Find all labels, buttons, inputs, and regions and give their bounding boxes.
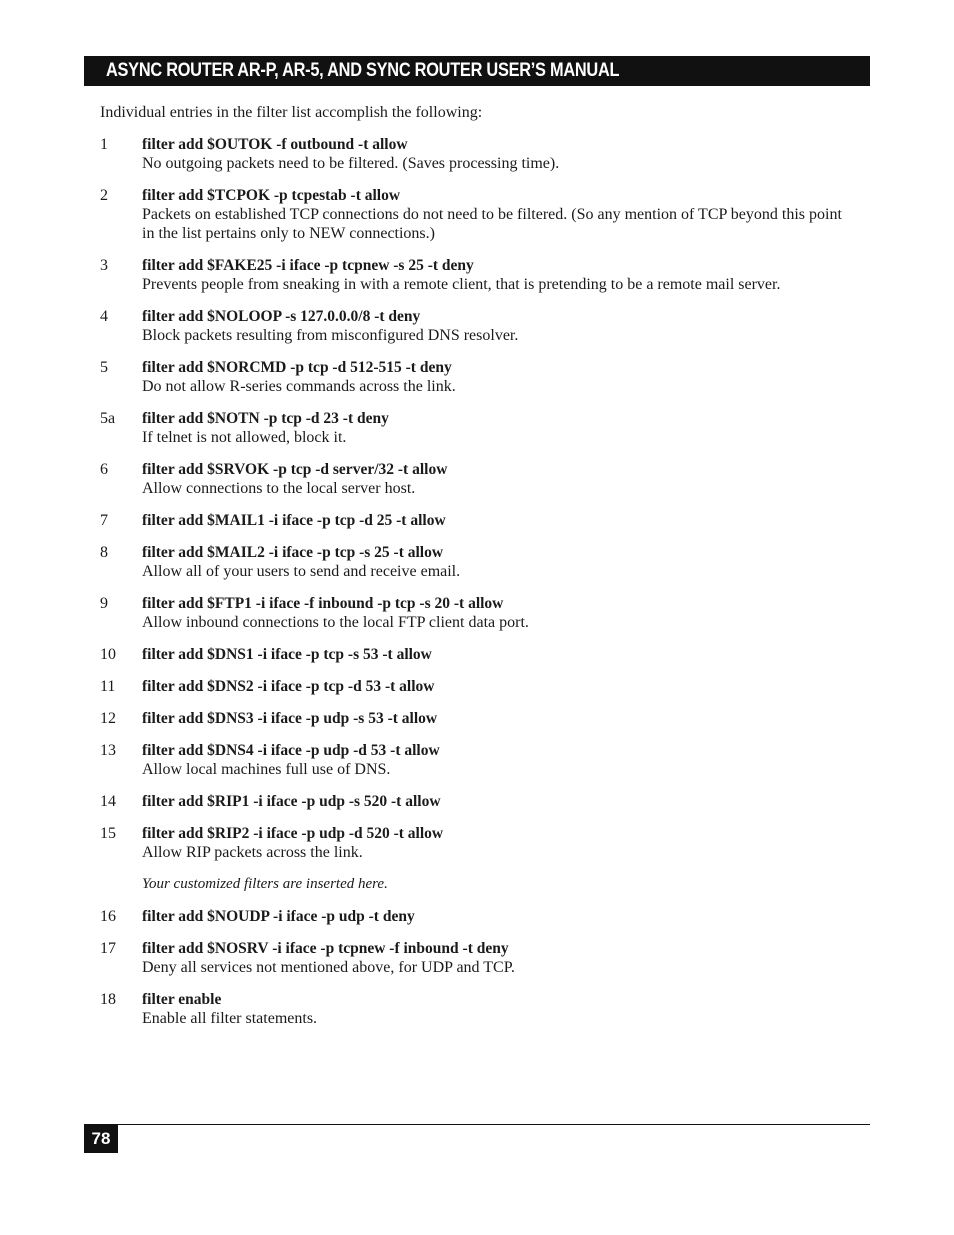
filter-entry: [100, 792, 845, 811]
entry-number: 16: [100, 908, 116, 925]
entry-command: filter add $RIP2 -i iface -p udp -d 520 -t allow: [142, 825, 444, 842]
entry-number: 10: [100, 646, 116, 663]
filter-list-b: [100, 907, 845, 1028]
entry-command: filter add $DNS4 -i iface -p udp -d 53 -t allow: [142, 742, 440, 759]
page-number: 78: [84, 1124, 118, 1153]
filter-entry: [100, 358, 845, 396]
custom-filters-note: Your customized filters are inserted here.: [142, 876, 388, 892]
filter-entry: [100, 741, 845, 779]
entry-description: Enable all filter statements.: [142, 1010, 318, 1027]
entry-command: filter add $NOSRV -i iface -p tcpnew -f inbound -t deny: [142, 940, 509, 957]
entry-number: 1: [100, 136, 108, 153]
intro-text: Individual entries in the filter list accomplish the following:: [100, 104, 483, 121]
filter-entry: [100, 307, 845, 345]
entry-command: filter add $DNS3 -i iface -p udp -s 53 -t allow: [142, 710, 438, 727]
filter-entry: [100, 824, 845, 862]
entry-number: 5a: [100, 410, 116, 427]
filter-entry: [100, 135, 845, 173]
filter-entry: [100, 990, 845, 1028]
entry-description: Prevents people from sneaking in with a remote client, that is pretending to be a remote mail server.: [142, 276, 781, 293]
entry-number: 7: [100, 512, 108, 529]
entry-number: 12: [100, 710, 116, 727]
entry-command: filter add $MAIL1 -i iface -p tcp -d 25 -t allow: [142, 512, 446, 529]
entry-number: 2: [100, 187, 108, 204]
filter-entry: [100, 907, 845, 926]
entry-number: 17: [100, 940, 116, 957]
filter-entry: [100, 511, 845, 530]
entry-number: 5: [100, 359, 108, 376]
entry-description: If telnet is not allowed, block it.: [142, 429, 347, 446]
entry-description: Packets on established TCP connections do not need to be filtered. (So any mention of TCP beyond this point in the list pertains only to NEW connections.): [142, 206, 842, 242]
entry-command: filter add $FTP1 -i iface -f inbound -p tcp -s 20 -t allow: [142, 595, 504, 612]
filter-entry: [100, 677, 845, 696]
entry-command: filter add $TCPOK -p tcpestab -t allow: [142, 187, 401, 204]
filter-entry: [100, 939, 845, 977]
entry-description: Allow local machines full use of DNS.: [142, 761, 391, 778]
filter-entry: [100, 186, 845, 243]
entry-description: Do not allow R-series commands across the link.: [142, 378, 456, 395]
entry-command: filter add $SRVOK -p tcp -d server/32 -t allow: [142, 461, 448, 478]
entry-command: filter add $NORCMD -p tcp -d 512-515 -t deny: [142, 359, 452, 376]
entry-number: 4: [100, 308, 108, 325]
entry-number: 8: [100, 544, 108, 561]
page-content: [100, 103, 845, 1041]
entry-command: filter add $MAIL2 -i iface -p tcp -s 25 -t allow: [142, 544, 444, 561]
filter-entry: [100, 409, 845, 447]
filter-entry: [100, 256, 845, 294]
entry-number: 14: [100, 793, 116, 810]
entry-command: filter add $RIP1 -i iface -p udp -s 520 -t allow: [142, 793, 441, 810]
entry-command: filter add $NOLOOP -s 127.0.0.0/8 -t deny: [142, 308, 421, 325]
filter-entry: [100, 543, 845, 581]
entry-description: Allow inbound connections to the local FTP client data port.: [142, 614, 529, 631]
page-header-title: ASYNC ROUTER AR-P, AR-5, AND SYNC ROUTER USER’S MANUAL: [106, 60, 620, 81]
footer-rule: [84, 1124, 870, 1125]
entry-command: filter add $NOTN -p tcp -d 23 -t deny: [142, 410, 389, 427]
entry-command: filter enable: [142, 991, 222, 1008]
entry-description: Allow RIP packets across the link.: [142, 844, 363, 861]
filter-entry: [100, 594, 845, 632]
entry-command: filter add $DNS2 -i iface -p tcp -d 53 -t allow: [142, 678, 435, 695]
entry-description: Allow connections to the local server host.: [142, 480, 416, 497]
filter-entry: [100, 460, 845, 498]
filter-list-a: [100, 135, 845, 862]
entry-description: No outgoing packets need to be filtered. (Saves processing time).: [142, 155, 560, 172]
filter-entry: [100, 709, 845, 728]
entry-number: 13: [100, 742, 116, 759]
entry-number: 15: [100, 825, 116, 842]
entry-command: filter add $NOUDP -i iface -p udp -t deny: [142, 908, 415, 925]
entry-number: 3: [100, 257, 108, 274]
entry-command: filter add $DNS1 -i iface -p tcp -s 53 -t allow: [142, 646, 432, 663]
entry-number: 9: [100, 595, 108, 612]
entry-description: Allow all of your users to send and receive email.: [142, 563, 461, 580]
entry-number: 11: [100, 678, 116, 695]
header-bar: [84, 56, 870, 86]
entry-command: filter add $OUTOK -f outbound -t allow: [142, 136, 408, 153]
entry-description: Deny all services not mentioned above, for UDP and TCP.: [142, 959, 515, 976]
entry-number: 18: [100, 991, 116, 1008]
filter-entry: [100, 645, 845, 664]
entry-number: 6: [100, 461, 108, 478]
entry-description: Block packets resulting from misconfigured DNS resolver.: [142, 327, 519, 344]
entry-command: filter add $FAKE25 -i iface -p tcpnew -s 25 -t deny: [142, 257, 474, 274]
